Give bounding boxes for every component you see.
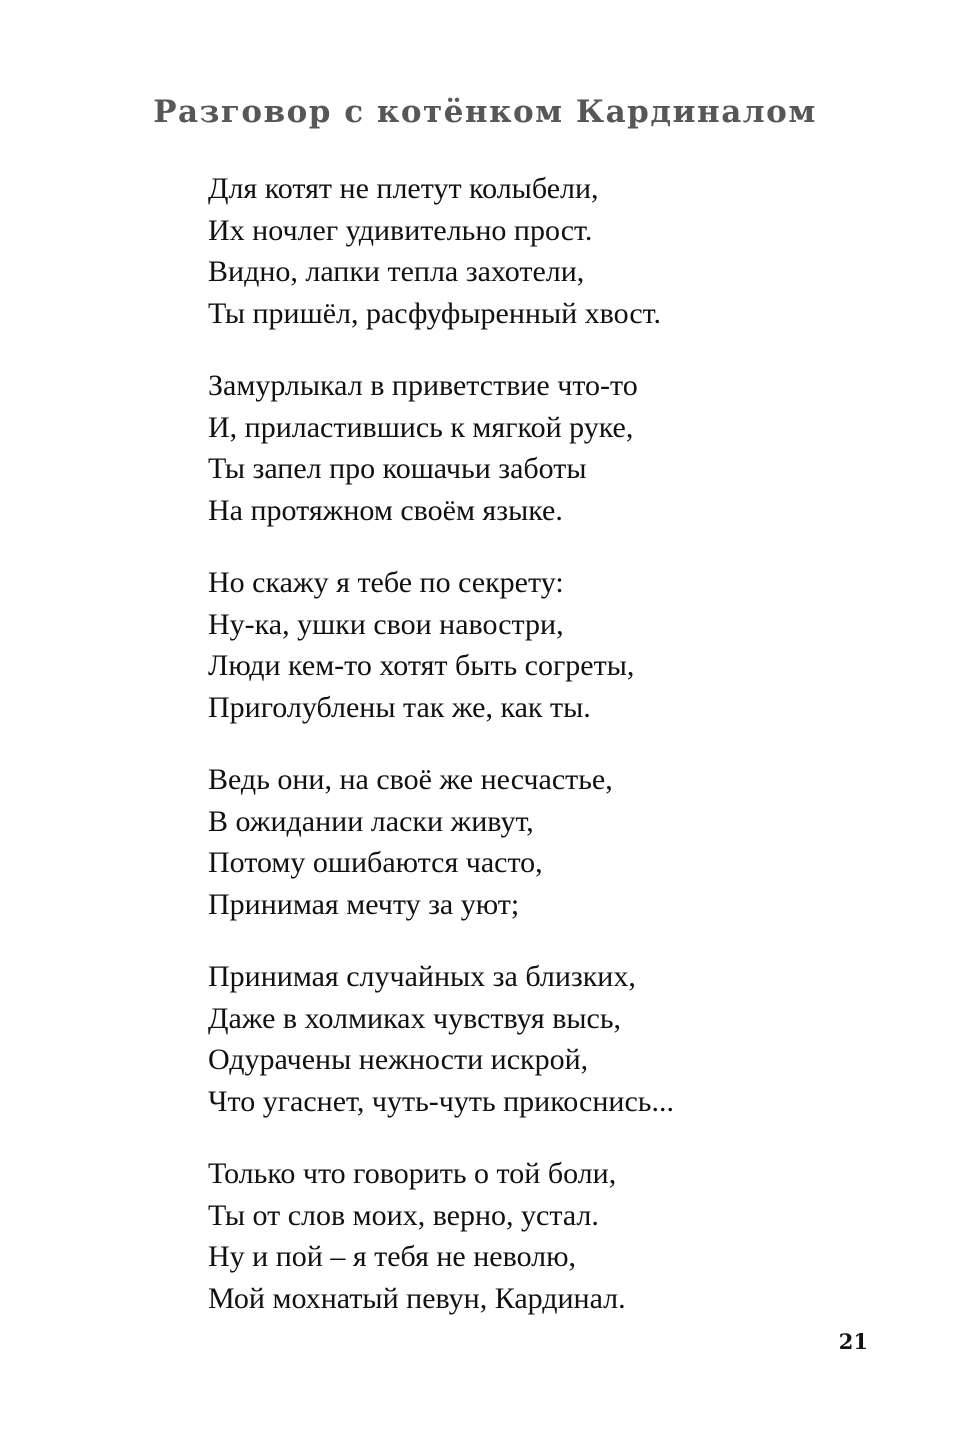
stanza (208, 759, 908, 925)
stanza (208, 1153, 908, 1319)
stanza (208, 365, 908, 531)
poem-line: Ну и пой – я тебя не неволю, (208, 1240, 577, 1273)
stanza (208, 168, 908, 334)
poem-body (208, 168, 908, 1350)
poem-line: Люди кем-то хотят быть согреты, (208, 649, 635, 682)
poem-line: Ведь они, на своё же несчастье, (208, 763, 613, 796)
poem-line: Замурлыкал в приветствие что-то (208, 369, 638, 402)
poem-line: Даже в холмиках чувствуя высь, (208, 1001, 622, 1035)
poem-line: Видно, лапки тепла захотели, (208, 255, 585, 288)
poem-line: Но скажу я тебе по секрету: (208, 566, 564, 599)
poem-line: Принимая мечту за уют; (208, 887, 520, 921)
poem-line: Приголублены так же, как ты. (208, 690, 591, 724)
stanza (208, 956, 908, 1122)
poem-line: Ты от слов моих, верно, устал. (208, 1198, 599, 1232)
poem-title: Разговор с котёнком Кардиналом (153, 94, 817, 130)
stanza (208, 562, 908, 728)
poem-line: Ты запел про кошачьи заботы (208, 452, 587, 485)
poem-line: На протяжном своём языке. (208, 493, 563, 527)
page-number: 21 (838, 1329, 868, 1354)
poem-line: Что угаснет, чуть-чуть прикоснись... (208, 1084, 674, 1118)
poem-line: Мой мохнатый певун, Кардинал. (208, 1281, 626, 1315)
poem-line: Только что говорить о той боли, (208, 1157, 617, 1190)
poem-line: Ну-ка, ушки свои навостри, (208, 607, 564, 641)
poem-line: В ожидании ласки живут, (208, 804, 534, 838)
poem-line: Ты пришёл, расфуфыренный хвост. (208, 296, 662, 330)
poem-line: Потому ошибаются часто, (208, 846, 543, 879)
poem-line: Для котят не плетут колыбели, (208, 172, 599, 205)
poem-line: Принимая случайных за близких, (208, 960, 636, 993)
poem-line: И, приластившись к мягкой руке, (208, 410, 634, 444)
poem-line: Их ночлег удивительно прост. (208, 213, 593, 247)
poem-line: Одурачены нежности искрой, (208, 1043, 589, 1076)
